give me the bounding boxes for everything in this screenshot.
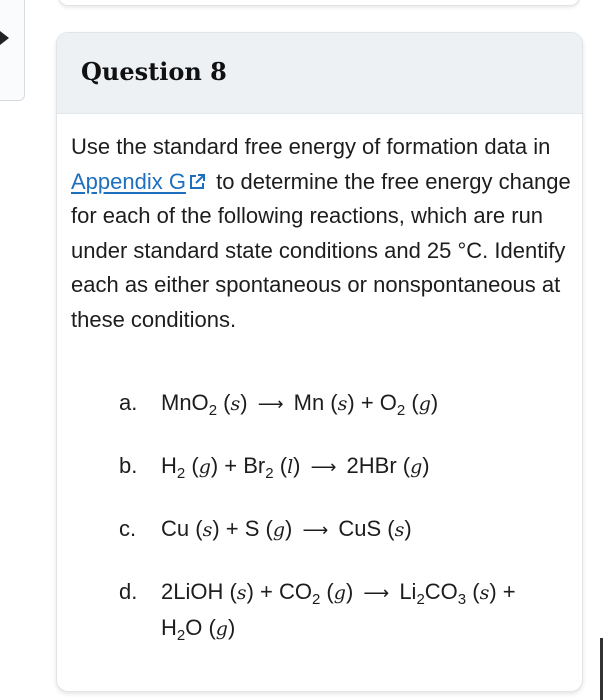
reaction-label: b. xyxy=(119,453,138,478)
reaction-b: b. $H_2$ $(g) + Br_2$ (l) ⟶ 2HBr (g) xyxy=(119,453,430,482)
play-icon[interactable] xyxy=(0,31,9,45)
reaction-label: a. xyxy=(119,390,138,415)
question-body xyxy=(71,130,571,337)
previous-card-edge xyxy=(58,0,580,6)
question-title: Question 8 xyxy=(81,57,227,86)
reaction-a: a. MnO$_2$ (s) ⟶ Mn $(s) + O_2$ (g) xyxy=(119,390,439,419)
intro-text-continued: to determine the free energy change for each of the following reactions, which are run under standard state conditions and 25 °C. Identify each as either spontaneous or nonspontaneous at these conditions. xyxy=(71,168,571,332)
question-card xyxy=(56,32,583,692)
reaction-c: c. Cu (s) + S (g) ⟶ CuS (s) xyxy=(119,516,412,541)
scrollbar[interactable] xyxy=(600,638,603,700)
intro-text: Use the standard free energy of formation data in xyxy=(71,134,551,159)
reaction-label: d. xyxy=(119,579,138,604)
appendix-g-link[interactable]: Appendix G xyxy=(71,168,186,194)
reaction-d: d. 2LiOH $(s) + CO_2$ (g) ⟶ $Li_2CO_3$ (s) + xyxy=(119,579,516,608)
external-link-icon[interactable] xyxy=(188,173,206,191)
side-panel-tab[interactable] xyxy=(0,0,25,101)
reaction-label: c. xyxy=(119,516,137,541)
question-header xyxy=(57,33,582,114)
reaction-d-continued: $H_2O$ (g) xyxy=(161,615,236,644)
